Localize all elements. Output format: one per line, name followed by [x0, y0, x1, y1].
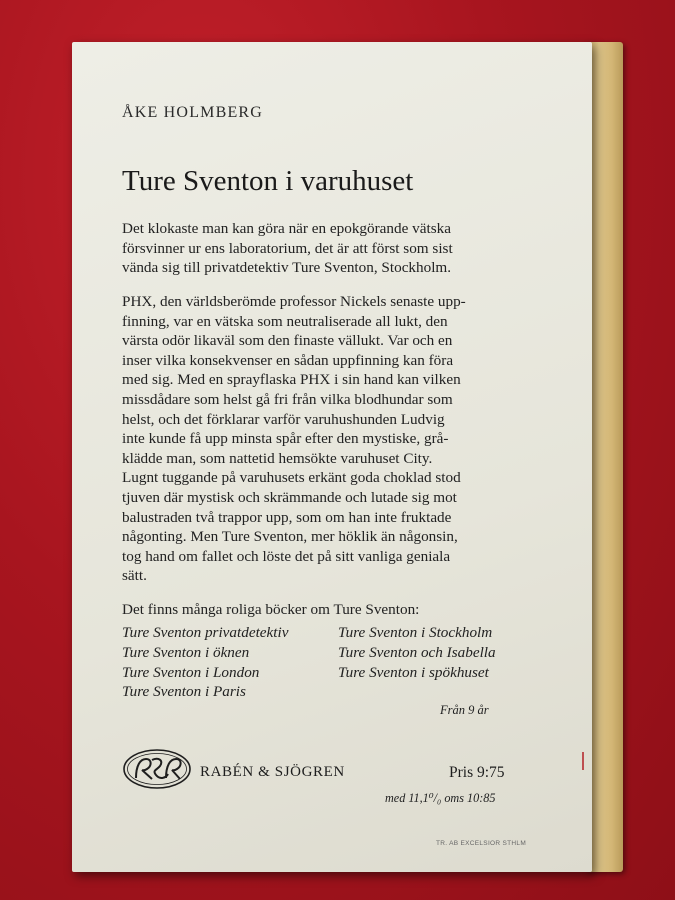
printer-credit: TR. AB EXCELSIOR STHLM — [436, 840, 527, 847]
book-title: Ture Sventon i varuhuset — [122, 165, 414, 197]
author-name: ÅKE HOLMBERG — [122, 104, 264, 121]
book-list-left — [122, 623, 288, 702]
age-recommendation: Från 9 år — [440, 703, 489, 717]
list-item: Ture Sventon i Paris — [122, 683, 246, 701]
list-item: Ture Sventon i Stockholm — [338, 624, 493, 641]
list-item: Ture Sventon i öknen — [122, 643, 250, 661]
price-label: Pris 9:75 — [449, 764, 505, 781]
more-books-heading: Det finns många roliga böcker om Ture Sventon: — [122, 601, 420, 618]
ink-mark — [582, 752, 584, 770]
publisher-name: RABÉN & SJÖGREN — [200, 764, 345, 780]
book-back-cover — [72, 42, 592, 872]
blurb-paragraph-1: Det klokaste man kan göra när en epokgörande vätska försvinner ur ens laboratorium, det är att först som sist vända sig till privatdetektiv Ture Sventon, Stockholm. — [122, 220, 453, 277]
blurb-paragraph-2: PHX, den världsberömde professor Nickels senaste upp- finning, var en vätska som neutraliserade all lukt, den värsta odör likaväl som den finaste vällukt. Var och en inser vilka konsekvenser en sådan uppfinning kan föra med sig. Med en sprayflaska PHX i sin hand kan vilken missdådare som helst gå fri från vilka blodhundar som helst, och det förklarar varför varuhushunden Ludvig inte kunde få upp minsta spår efter den mystiske, grå- klädde man, som nattetid hemsökte varuhuset City. Lugnt tuggande på varuhusets erkänt goda choklad stod tjuven där mystisk och skrämmande och lutade sig mot balustraden två trappor upp, som om han inte fruktade någonting. Men Ture Sventon, mer höklik än någonsin, tog hand om fallet och löste det på sitt vanliga geniala sätt. — [122, 293, 466, 585]
list-item: Ture Sventon i London — [122, 663, 260, 681]
book-list-right — [338, 623, 496, 682]
rs-monogram-icon — [122, 748, 192, 790]
list-item: Ture Sventon i spökhuset — [338, 663, 489, 681]
tax-note: med 11,1⁰/₀ oms 10:85 — [385, 791, 496, 805]
list-item: Ture Sventon och Isabella — [338, 643, 496, 661]
list-item: Ture Sventon privatdetektiv — [122, 624, 289, 641]
